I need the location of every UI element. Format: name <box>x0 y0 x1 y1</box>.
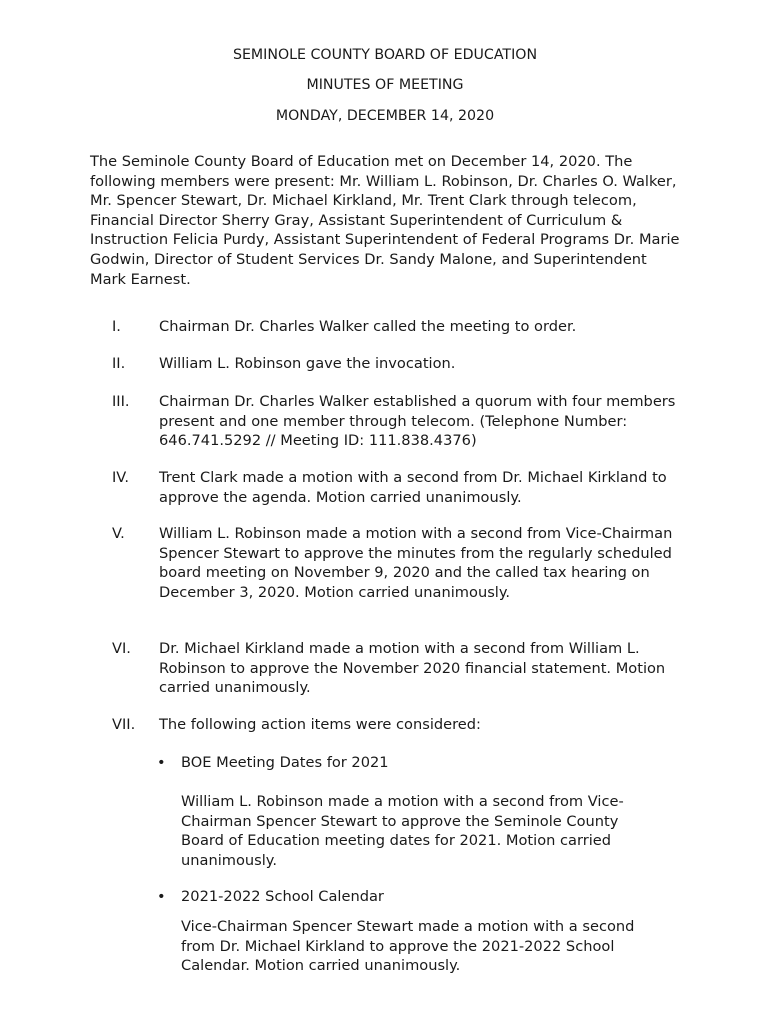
item-text: William L. Robinson made a motion with a second from Vice-Chairman Spencer Stewart to approve the minutes from the regularly scheduled board meeting on November 9, 2020 and the called tax hearing on December 3, 2020. Motion carried unanimously. <box>159 525 673 601</box>
item-number: I. <box>112 318 121 335</box>
item-text: Trent Clark made a motion with a second from Dr. Michael Kirkland to approve the agenda. Motion carried unanimously. <box>159 469 667 506</box>
item-number: VII. <box>112 716 136 733</box>
item-text: Dr. Michael Kirkland made a motion with a second from William L. Robinson to approve the November 2020 financial statement. Motion carried unanimously. <box>159 640 666 697</box>
item-text: Chairman Dr. Charles Walker called the meeting to order. <box>159 318 577 335</box>
item-number: V. <box>112 525 125 542</box>
item-text: Chairman Dr. Charles Walker established a quorum with four members present and one member through telecom. (Telephone Number: 646.741.5292 // Meeting ID: 111.838.4376) <box>159 393 676 450</box>
item-text: William L. Robinson gave the invocation. <box>159 355 456 372</box>
item-number: II. <box>112 355 126 372</box>
action-item-title: 2021-2022 School Calendar <box>181 888 384 905</box>
item-text: The following action items were considered: <box>159 716 481 733</box>
item-number: IV. <box>112 469 130 486</box>
action-item-1-text: William L. Robinson made a motion with a second from Vice-Chairman Spencer Stewart to approve the Seminole County Board of Education meeting dates for 2021. Motion carried unanimously. <box>181 793 624 869</box>
item-number: III. <box>112 393 130 410</box>
item-number: VI. <box>112 640 131 657</box>
action-item-title: BOE Meeting Dates for 2021 <box>181 754 389 771</box>
minutes-title-heading: MINUTES OF MEETING <box>306 77 464 93</box>
intro-paragraph: The Seminole County Board of Education met on December 14, 2020. The following members were present: Mr. William L. Robinson, Dr. Charles O. Walker, Mr. Spencer Stewart, Dr. Michael Kirkland, Mr. Trent Clark through telecom, Financial Director Sherry Gray, Assistant Superintendent of Curriculum & Instruction Felicia Purdy, Assistant Superintendent of Federal Programs Dr. Marie Godwin, Director of Student Services Dr. Sandy Malone, and Superintendent Mark Earnest. <box>90 153 680 288</box>
bullet-icon: • <box>157 754 166 771</box>
board-name-heading: SEMINOLE COUNTY BOARD OF EDUCATION <box>232 47 538 63</box>
bullet-icon: • <box>157 888 166 905</box>
meeting-date-heading: MONDAY, DECEMBER 14, 2020 <box>275 108 495 124</box>
action-item-2-text: Vice-Chairman Spencer Stewart made a motion with a second from Dr. Michael Kirkland to approve the 2021-2022 School Calendar. Motion carried unanimously. <box>181 918 635 975</box>
